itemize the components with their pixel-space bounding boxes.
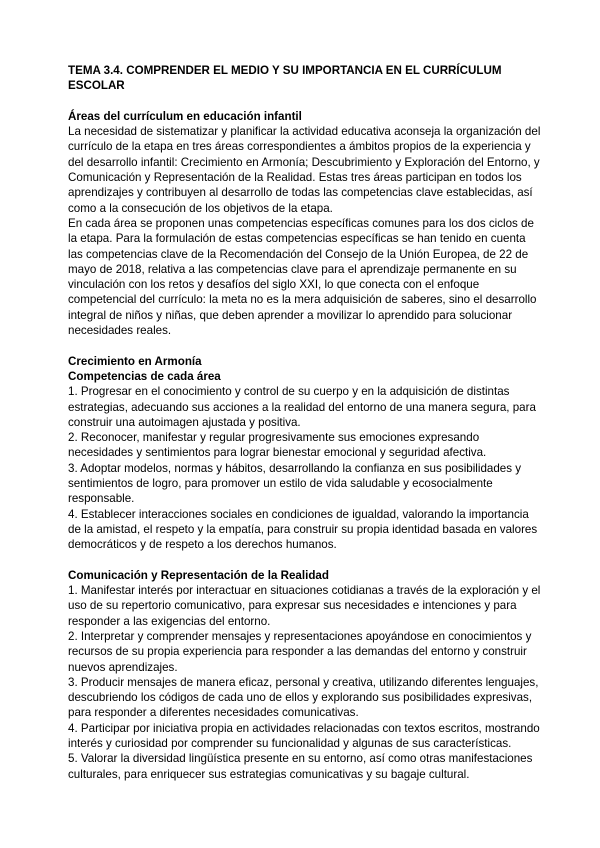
competencia-comunicacion-item: 1. Manifestar interés por interactuar en situaciones cotidianas a través de la exploración y el uso de su repertorio comunicativo, para expresar sus necesidades e intenciones y para responder a las exigencias del entorno. xyxy=(68,584,541,628)
heading-competencias-area: Competencias de cada área xyxy=(68,369,221,383)
competencia-comunicacion-item: 3. Producir mensajes de manera eficaz, personal y creativa, utilizando diferentes lenguajes, descubriendo los códigos de cada uno de ellos y explorando sus posibilidades expresivas, para responder a diferentes necesidades comunicativas. xyxy=(68,675,539,720)
document-title: TEMA 3.4. COMPRENDER EL MEDIO Y SU IMPORTANCIA EN EL CURRÍCULUM ESCOLAR xyxy=(68,64,502,93)
paragraph-areas-2: En cada área se proponen unas competencias específicas comunes para los dos ciclos de la etapa. Para la formulación de estas competencias específicas se han tenido en cuenta las competencias clave de la Recomendación del Consejo de la Unión Europea, de 22 de mayo de 2018, relativa a las competencias clave para el aprendizaje permanente en su vinculación con los retos y desafíos del siglo XXI, lo que conecta con el enfoque competencial del currículo: la meta no es la mera adquisición de saberes, sino el desarrollo integral de niños y niñas, que deben aprender a movilizar lo aprendido para solucionar necesidades reales. xyxy=(68,216,537,338)
competencia-crecimiento-item: 1. Progresar en el conocimiento y control de su cuerpo y en la adquisición de distintas estrategias, adecuando sus acciones a la realidad del entorno de una manera segura, para construir una autoimagen ajustada y positiva. xyxy=(68,385,536,429)
heading-areas-curriculum: Áreas del currículum en educación infantil xyxy=(68,109,302,123)
competencia-crecimiento-item: 3. Adoptar modelos, normas y hábitos, desarrollando la confianza en sus posibilidades y sentimientos de logro, para promover un estilo de vida saludable y ecosocialmente responsable. xyxy=(68,461,522,506)
heading-comunicacion-representacion: Comunicación y Representación de la Realidad xyxy=(68,568,329,582)
heading-crecimiento-armonia: Crecimiento en Armonía xyxy=(68,354,202,368)
spacer xyxy=(68,553,543,568)
competencia-comunicacion-item: 5. Valorar la diversidad lingüística presente en su entorno, así como otras manifestaciones culturales, para enriquecer sus estrategias comunicativas y su bagaje cultural. xyxy=(68,752,533,781)
competencia-crecimiento-item: 4. Establecer interacciones sociales en condiciones de igualdad, valorando la importancia de la amistad, el respeto y la empatía, para construir su propia identidad basada en valores democráticos y de respeto a los derechos humanos. xyxy=(68,507,538,552)
spacer xyxy=(68,338,543,353)
competencia-crecimiento-item: 2. Reconocer, manifestar y regular progresivamente sus emociones expresando necesidades y sentimientos para lograr bienestar emocional y seguridad afectiva. xyxy=(68,431,487,460)
competencia-comunicacion-item: 4. Participar por iniciativa propia en actividades relacionadas con textos escritos, mostrando interés y curiosidad por comprender su funcionalidad y algunas de sus características. xyxy=(68,721,540,751)
paragraph-areas-1: La necesidad de sistematizar y planificar la actividad educativa aconseja la organización del currículo de la etapa en tres áreas correspondientes a ámbitos propios de la experiencia y del desarrollo infantil: Crecimiento en Armonía; Descubrimiento y Exploración del Entorno, y Comunicación y Representación de la Realidad. Estas tres áreas participan en todos los aprendizajes y contribuyen al desarrollo de todas las competencias clave establecidas, así como a la consecución de los objetivos de la etapa. xyxy=(68,125,541,215)
competencia-comunicacion-item: 2. Interpretar y comprender mensajes y representaciones apoyándose en conocimientos y recursos de su propia experiencia para responder a las demandas del entorno y construir nuevos aprendizajes. xyxy=(68,629,532,674)
spacer xyxy=(68,94,543,109)
